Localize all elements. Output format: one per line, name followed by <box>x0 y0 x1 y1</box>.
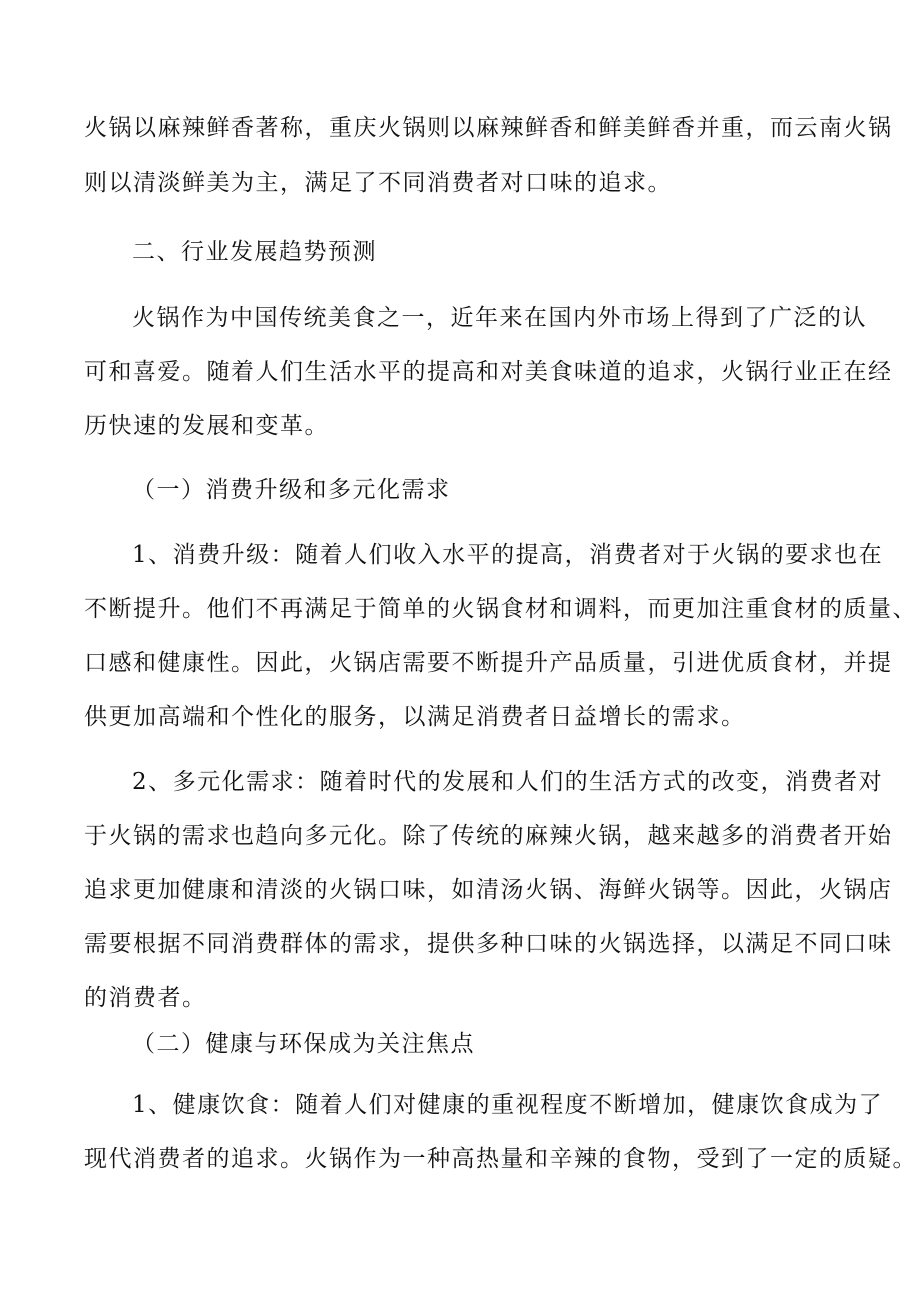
section-heading: 二、行业发展趋势预测 <box>132 239 377 265</box>
paragraph-line: 历快速的发展和变革。 <box>84 413 329 439</box>
subheading: （二）健康与环保成为关注焦点 <box>132 1031 475 1057</box>
paragraph-line: 需要根据不同消费群体的需求，提供多种口味的火锅选择，以满足不同口味 <box>84 931 893 957</box>
paragraph-line: 于火锅的需求也趋向多元化。除了传统的麻辣火锅，越来越多的消费者开始 <box>84 823 893 849</box>
paragraph-line: 口感和健康性。因此，火锅店需要不断提升产品质量，引进优质食材，并提 <box>84 650 893 676</box>
subheading: （一）消费升级和多元化需求 <box>132 477 451 503</box>
paragraph-line: 2、多元化需求：随着时代的发展和人们的生活方式的改变，消费者对 <box>132 769 884 795</box>
paragraph-line: 1、消费升级：随着人们收入水平的提高，消费者对于火锅的要求也在 <box>132 542 884 568</box>
paragraph-line: 不断提升。他们不再满足于简单的火锅食材和调料，而更加注重食材的质量、 <box>84 596 917 622</box>
paragraph-line: 的消费者。 <box>84 985 207 1011</box>
paragraph-line: 供更加高端和个性化的服务，以满足消费者日益增长的需求。 <box>84 704 746 730</box>
paragraph-line: 现代消费者的追求。火锅作为一种高热量和辛辣的食物，受到了一定的质疑。 <box>84 1146 917 1172</box>
paragraph-line: 追求更加健康和清淡的火锅口味，如清汤火锅、海鲜火锅等。因此，火锅店 <box>84 877 893 903</box>
paragraph-line: 1、健康饮食：随着人们对健康的重视程度不断增加，健康饮食成为了 <box>132 1092 884 1118</box>
paragraph-line: 火锅作为中国传统美食之一，近年来在国内外市场上得到了广泛的认 <box>132 305 867 331</box>
paragraph-line: 火锅以麻辣鲜香著称，重庆火锅则以麻辣鲜香和鲜美鲜香并重，而云南火锅 <box>84 115 893 141</box>
paragraph-line: 可和喜爱。随着人们生活水平的提高和对美食味道的追求，火锅行业正在经 <box>84 359 893 385</box>
paragraph-line: 则以清淡鲜美为主，满足了不同消费者对口味的追求。 <box>84 170 672 196</box>
